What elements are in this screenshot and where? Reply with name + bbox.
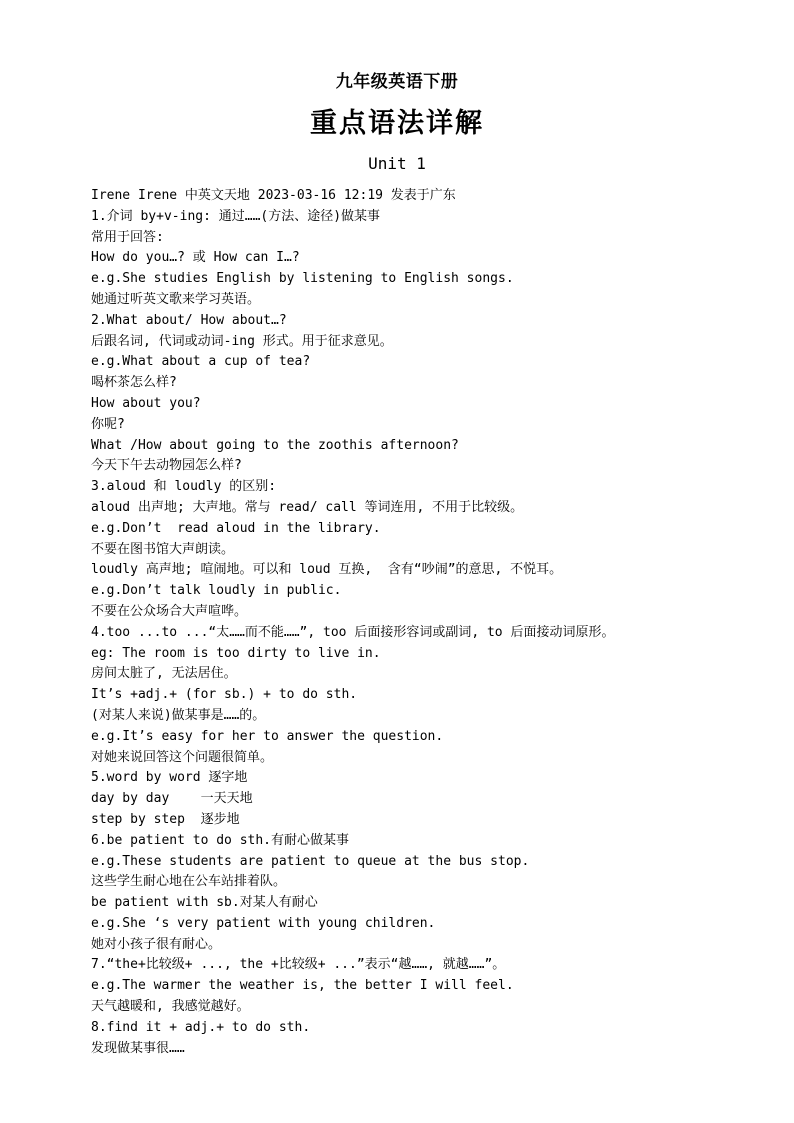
text-line: 今天下午去动物园怎么样? <box>91 458 242 474</box>
text-line: What /How about going to the zoothis afternoon? <box>91 437 459 453</box>
text-line: 这些学生耐心地在公车站排着队。 <box>91 874 287 890</box>
text-line: 1.介词 by+v-ing: 通过……(方法、途径)做某事 <box>91 208 381 224</box>
text-line: 房间太脏了, 无法居住。 <box>91 666 237 682</box>
text-line: 8.find it + adj.+ to do sth. <box>91 1019 311 1035</box>
text-line: 后跟名词, 代词或动词-ing 形式。用于征求意见。 <box>91 333 393 349</box>
text-line: e.g.Don’t talk loudly in public. <box>91 583 342 599</box>
text-line: 3.aloud 和 loudly 的区别: <box>91 479 277 495</box>
text-line: be patient with sb.对某人有耐心 <box>91 895 318 911</box>
text-line: 不要在图书馆大声朗读。 <box>91 541 235 557</box>
text-line: 天气越暖和, 我感觉越好。 <box>91 999 250 1015</box>
text-line: Irene Irene 中英文天地 2023-03-16 12:19 发表于广东 <box>91 188 456 203</box>
unit-heading: Unit 1 <box>368 154 426 173</box>
text-line: eg: The room is too dirty to live in. <box>91 645 381 661</box>
text-line: 7.“the+比较级+ ..., the +比较级+ ...”表示“越……, 就越……”。 <box>91 957 506 973</box>
text-line: 4.too ...to ...“太……而不能……”, too 后面接形容词或副词, to 后面接动词原形。 <box>91 624 615 640</box>
page-title: 重点语法详解 <box>310 108 484 139</box>
text-line: e.g.These students are patient to queue at the bus stop. <box>91 853 530 869</box>
text-line: 发现做某事很…… <box>91 1040 185 1056</box>
text-line: step by step 逐步地 <box>91 811 240 827</box>
text-line: 不要在公众场合大声喧哗。 <box>91 603 248 619</box>
text-line: e.g.Don’t read aloud in the library. <box>91 520 381 536</box>
text-line: e.g.What about a cup of tea? <box>91 354 311 370</box>
text-line: aloud 出声地; 大声地。常与 read/ call 等词连用, 不用于比较级。 <box>91 499 524 515</box>
text-line: e.g.She ‘s very patient with young children. <box>91 915 436 931</box>
text-line: e.g.The warmer the weather is, the better I will feel. <box>91 978 514 994</box>
text-line: 常用于回答: <box>91 229 164 245</box>
text-line: 喝杯茶怎么样? <box>91 375 177 391</box>
book-title: 九年级英语下册 <box>335 72 459 92</box>
text-line: (对某人来说)做某事是……的。 <box>91 707 266 723</box>
text-line: 对她来说回答这个问题很简单。 <box>91 749 274 765</box>
text-line: It’s +adj.+ (for sb.) + to do sth. <box>91 687 358 703</box>
text-line: e.g.It’s easy for her to answer the question. <box>91 728 444 744</box>
text-line: day by day 一天天地 <box>91 791 253 807</box>
text-line: 她通过听英文歌来学习英语。 <box>91 291 261 307</box>
document-body <box>91 186 771 1059</box>
text-line: 你呢? <box>91 416 125 432</box>
text-line: 2.What about/ How about…? <box>91 312 287 328</box>
text-line: How do you…? 或 How can I…? <box>91 250 300 266</box>
text-line: 6.be patient to do sth.有耐心做某事 <box>91 832 350 848</box>
text-line: 她对小孩子很有耐心。 <box>91 936 222 952</box>
text-line: e.g.She studies English by listening to English songs. <box>91 271 514 287</box>
text-line: 5.word by word 逐字地 <box>91 770 248 786</box>
text-line: loudly 高声地; 喧闹地。可以和 loud 互换, 含有“吵闹”的意思, 不悦耳。 <box>91 562 563 578</box>
text-line: How about you? <box>91 395 201 411</box>
